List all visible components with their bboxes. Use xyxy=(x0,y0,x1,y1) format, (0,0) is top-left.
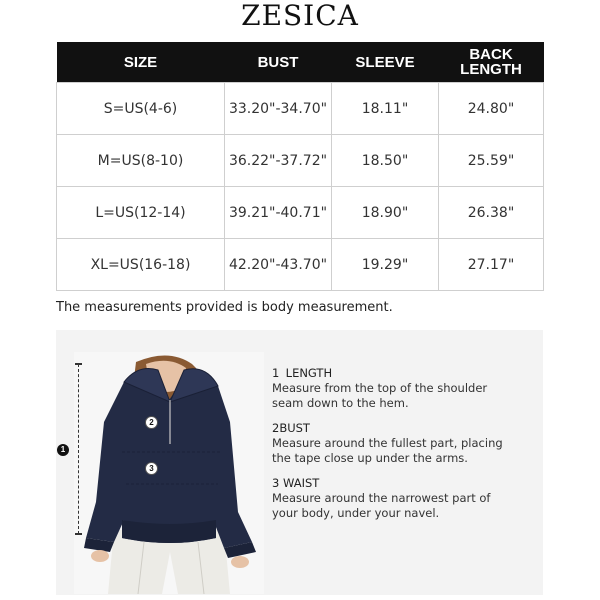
table-row xyxy=(57,239,544,291)
cell-sleeve: 19.29" xyxy=(332,239,439,291)
cell-back-length: 24.80" xyxy=(439,83,544,135)
cell-size: L=US(12-14) xyxy=(57,187,225,239)
table-header-row xyxy=(57,42,544,83)
table-row xyxy=(57,135,544,187)
cell-size: M=US(8-10) xyxy=(57,135,225,187)
guide-text-line: the tape close up under the arms. xyxy=(272,451,468,465)
length-marker-badge: 1 xyxy=(57,444,69,456)
guide-title: LENGTH xyxy=(285,366,333,380)
cell-bust: 33.20"-34.70" xyxy=(225,83,332,135)
cell-bust: 39.21"-40.71" xyxy=(225,187,332,239)
header-bust: BUST xyxy=(225,42,332,83)
cell-back-length: 27.17" xyxy=(439,239,544,291)
cell-bust: 36.22"-37.72" xyxy=(225,135,332,187)
cell-bust: 42.20"-43.70" xyxy=(225,239,332,291)
table-row xyxy=(57,83,544,135)
bust-marker-badge: 2 xyxy=(145,416,158,429)
model-illustration xyxy=(74,352,264,594)
brand-logo: ZESICA xyxy=(241,0,359,32)
guide-title: WAIST xyxy=(282,476,320,490)
guide-text-line: your body, under your navel. xyxy=(272,506,440,520)
length-measure-line xyxy=(78,364,79,534)
header-back-length xyxy=(439,42,544,83)
table-row xyxy=(57,187,544,239)
cell-size: XL=US(16-18) xyxy=(57,239,225,291)
length-measure-cap-top xyxy=(75,363,82,365)
header-back-line2: LENGTH xyxy=(460,61,522,78)
header-size: SIZE xyxy=(57,42,225,83)
size-chart-table xyxy=(56,42,544,291)
guide-number: 1 xyxy=(272,366,280,380)
guide-item-bust xyxy=(272,421,503,466)
guide-text-line: Measure from the top of the shoulder xyxy=(272,381,488,395)
cell-back-length: 25.59" xyxy=(439,135,544,187)
cell-size: S=US(4-6) xyxy=(57,83,225,135)
cell-sleeve: 18.90" xyxy=(332,187,439,239)
guide-text-line: Measure around the fullest part, placing xyxy=(272,436,503,450)
header-sleeve: SLEEVE xyxy=(332,42,439,83)
measurement-note: The measurements provided is body measurement. xyxy=(56,300,393,315)
guide-number: 2 xyxy=(272,421,280,435)
header-back-line1: BACK xyxy=(469,46,513,63)
cell-sleeve: 18.50" xyxy=(332,135,439,187)
waist-marker-badge: 3 xyxy=(145,462,158,475)
guide-title: BUST xyxy=(279,421,310,435)
length-measure-cap-bottom xyxy=(75,533,82,535)
guide-text-line: seam down to the hem. xyxy=(272,396,409,410)
guide-item-waist xyxy=(272,476,490,521)
model-photo xyxy=(74,352,264,594)
guide-number: 3 xyxy=(272,476,280,490)
cell-sleeve: 18.11" xyxy=(332,83,439,135)
guide-text-line: Measure around the narrowest part of xyxy=(272,491,491,505)
guide-item-length xyxy=(272,366,487,411)
cell-back-length: 26.38" xyxy=(439,187,544,239)
